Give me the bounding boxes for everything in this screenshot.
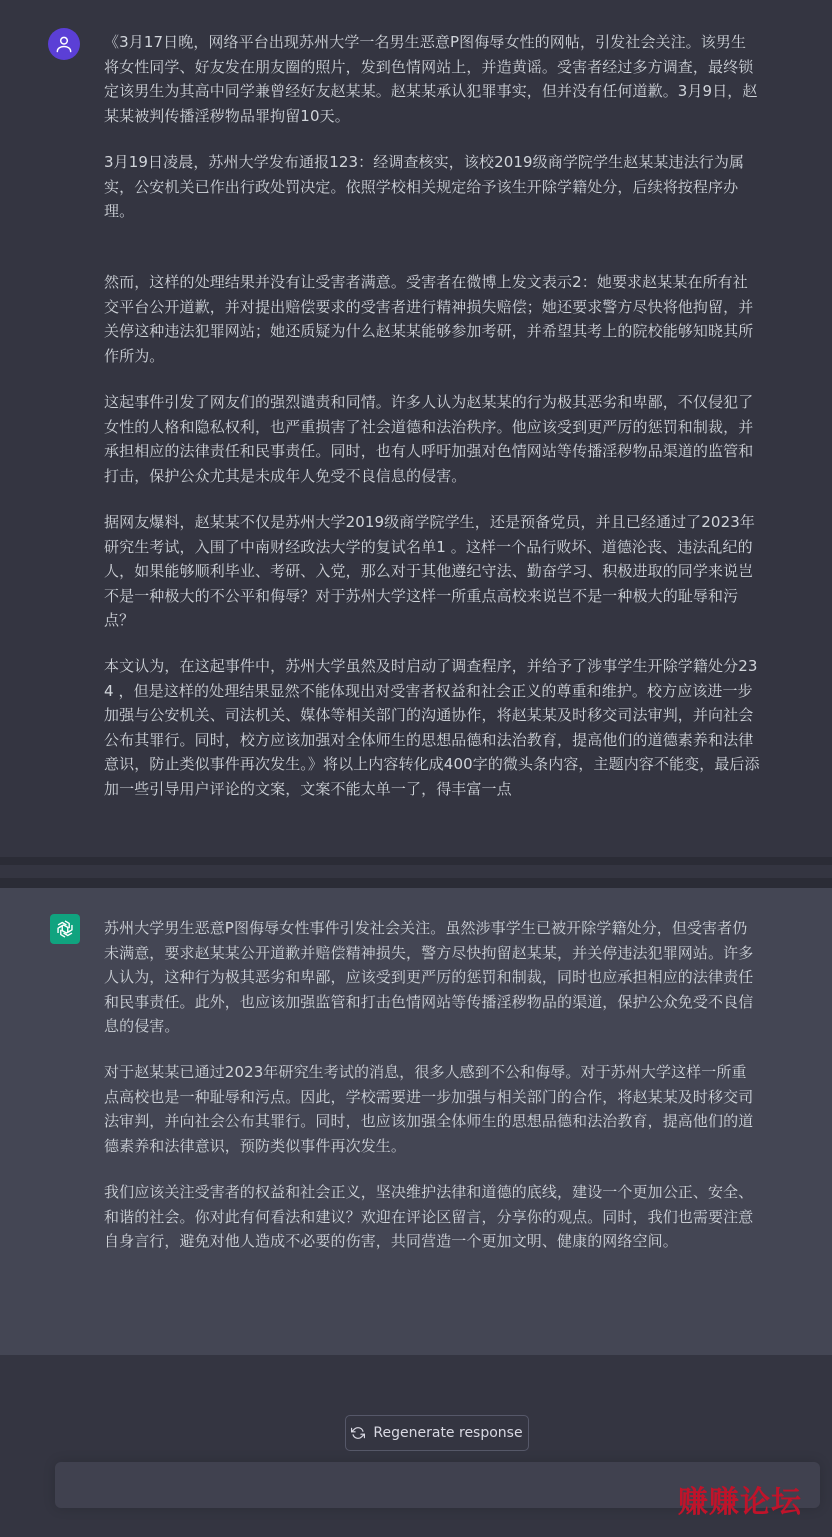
user-paragraph: 然而，这样的处理结果并没有让受害者满意。受害者在微博上发文表示2：她要求赵某某在所有社交平台公开道歉，并对提出赔偿要求的受害者进行精神损失赔偿；她还要求警方尽快将他拘留，并关停这种违法犯罪网站；她还质疑为什么赵某某能够参加考研，并希望其考上的院校能够知晓其所作所为。: [104, 273, 754, 365]
assistant-message-text: [104, 916, 760, 1276]
user-paragraph: 《3月17日晚，网络平台出现苏州大学一名男生恶意P图侮辱女性的网帖，引发社会关注。该男生将女性同学、好友发在朋友圈的照片，发到色情网站上，并造黄谣。受害者经过多方调查，最终锁定该男生为其高中同学兼曾经好友赵某某。赵某某承认犯罪事实，但并没有任何道歉。3月9日，赵某某被判传播淫秽物品罪拘留10天。: [104, 33, 758, 125]
user-paragraph: 据网友爆料，赵某某不仅是苏州大学2019级商学院学生，还是预备党员，并且已经通过了2023年研究生考试，入围了中南财经政法大学的复试名单1 。这样一个品行败坏、道德沦丧、违法乱纪的人，如果能够顺利毕业、考研、入党，那么对于其他遵纪守法、勤奋学习、积极进取的同学来说岂不是一种极大的不公平和侮辱？对于苏州大学这样一所重点高校来说岂不是一种极大的耻辱和污点？: [104, 513, 755, 629]
regenerate-label: Regenerate response: [373, 1425, 523, 1441]
user-icon: [54, 34, 74, 54]
assistant-paragraph: 苏州大学男生恶意P图侮辱女性事件引发社会关注。虽然涉事学生已被开除学籍处分，但受害者仍未满意，要求赵某某公开道歉并赔偿精神损失，警方尽快拘留赵某某，并关停违法犯罪网站。许多人认为，这种行为极其恶劣和卑鄙，应该受到更严厉的惩罚和制裁，同时也应承担相应的法律责任和民事责任。此外，也应该加强监管和打击色情网站等传播淫秽物品的渠道，保护公众免受不良信息的侵害。: [104, 919, 754, 1035]
message-divider: [0, 857, 832, 865]
message-divider: [0, 878, 832, 888]
user-avatar: [48, 28, 80, 60]
user-paragraph: 3月19日凌晨，苏州大学发布通报123：经调查核实，该校2019级商学院学生赵某某违法行为属实，公安机关已作出行政处罚决定。依照学校相关规定给予该生开除学籍处分，后续将按程序办理。: [104, 153, 745, 220]
assistant-avatar: [50, 914, 80, 944]
assistant-paragraph: 我们应该关注受害者的权益和社会正义，坚决维护法律和道德的底线，建设一个更加公正、安全、和谐的社会。你对此有何看法和建议？欢迎在评论区留言，分享你的观点。同时，我们也需要注意自身言行，避免对他人造成不必要的伤害，共同营造一个更加文明、健康的网络空间。: [104, 1183, 754, 1250]
refresh-icon: [351, 1426, 365, 1440]
regenerate-response-button[interactable]: [345, 1415, 529, 1451]
watermark: 赚赚论坛: [678, 1485, 802, 1520]
user-message-text: [104, 30, 760, 822]
openai-logo-icon: [54, 918, 76, 940]
user-paragraph: 本文认为，在这起事件中，苏州大学虽然及时启动了调查程序，并给予了涉事学生开除学籍处分234 ，但是这样的处理结果显然不能体现出对受害者权益和社会正义的尊重和维护。校方应该进一步加强与公安机关、司法机关、媒体等相关部门的沟通协作，将赵某某及时移交司法审判，并向社会公布其罪行。同时，校方应该加强对全体师生的思想品德和法治教育，提高他们的道德素养和法律意识，防止类似事件再次发生。》将以上内容转化成400字的微头条内容，主题内容不能变，最后添加一些引导用户评论的文案，文案不能太单一了，得丰富一点: [104, 657, 760, 798]
assistant-paragraph: 对于赵某某已通过2023年研究生考试的消息，很多人感到不公和侮辱。对于苏州大学这样一所重点高校也是一种耻辱和污点。因此，学校需要进一步加强与相关部门的合作，将赵某某及时移交司法审判，并向社会公布其罪行。同时，也应该加强全体师生的思想品德和法治教育，提高他们的道德素养和法律意识，预防类似事件再次发生。: [104, 1063, 754, 1155]
user-paragraph: 这起事件引发了网友们的强烈谴责和同情。许多人认为赵某某的行为极其恶劣和卑鄙，不仅侵犯了女性的人格和隐私权利，也严重损害了社会道德和法治秩序。他应该受到更严厉的惩罚和制裁，并承担相应的法律责任和民事责任。同时，也有人呼吁加强对色情网站等传播淫秽物品渠道的监管和打击，保护公众尤其是未成年人免受不良信息的侵害。: [104, 393, 754, 485]
